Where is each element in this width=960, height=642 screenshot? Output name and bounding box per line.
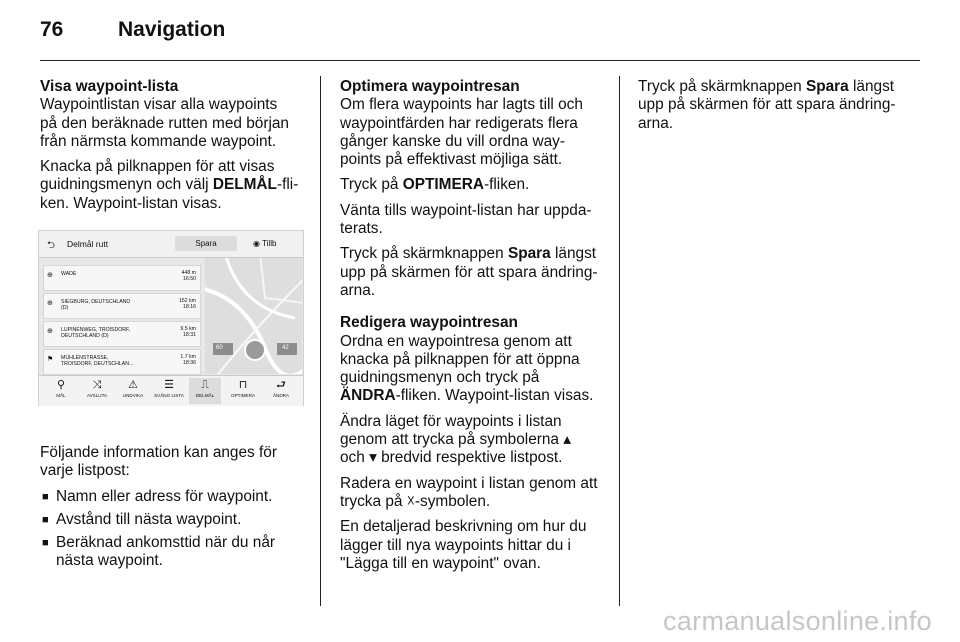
map-label: 42 <box>282 345 289 351</box>
text-line: arna. <box>638 114 674 132</box>
bold-term: OPTIMERA <box>402 176 484 194</box>
optimize-icon: ⊓ <box>238 379 248 391</box>
save-button[interactable]: Spara <box>175 236 237 251</box>
bold-term: DELMÅL <box>212 176 277 194</box>
back-arrow-icon[interactable]: ⮌ <box>47 240 56 251</box>
column-3 <box>638 78 918 140</box>
screen-top-bar <box>39 231 303 258</box>
avoid-icon: ⚠ <box>128 379 138 391</box>
paragraph <box>40 96 310 151</box>
text-line: på den beräknade rutten med början <box>40 114 289 132</box>
list-item <box>40 488 310 506</box>
back-button[interactable] <box>253 239 276 248</box>
section-heading-edit: Redigera waypointresan <box>340 314 518 332</box>
waypoint-eta: 18:36 <box>183 360 196 366</box>
waypoint-distance: 448 m <box>181 270 196 276</box>
text-line: Radera en waypoint i listan genom att <box>340 474 598 492</box>
map-label: 60 <box>216 345 223 351</box>
list-item <box>40 534 310 571</box>
text-line: varje listpost: <box>40 462 130 480</box>
bullet-text: Beräknad ankomsttid när du når <box>56 534 276 552</box>
tab-label: AVSLUTA <box>86 393 108 398</box>
waypoint-icon: ⊕ <box>47 328 53 335</box>
screen-tab-bar <box>39 375 303 406</box>
tab-label: DELMÅL <box>195 393 215 398</box>
text-line: ken. Waypoint-listan visas. <box>40 194 222 212</box>
list-item[interactable] <box>43 349 201 375</box>
paragraph <box>40 158 310 213</box>
text-line: Knacka på pilknappen för att visas <box>40 158 275 176</box>
waypoint-icon: ⊕ <box>47 272 53 279</box>
text-line: och ▾ bredvid respektive listpost. <box>340 449 563 467</box>
text-line: upp på skärmen för att spara ändring- <box>340 263 598 281</box>
bold-term: Spara <box>507 245 551 263</box>
watermark-text: carmanualsonline.info <box>663 606 932 636</box>
waypoint-route-icon: ⎍ <box>201 379 209 391</box>
text-line: Följande information kan anges för <box>40 444 277 461</box>
list-item[interactable] <box>43 265 201 291</box>
waypoint-name: SIEGBURG, DEUTSCHLAND <box>61 299 131 305</box>
text-line: från närmsta kommande waypoint. <box>40 132 277 150</box>
text-line: Vänta tills waypoint-listan har uppda- <box>340 201 592 219</box>
waypoint-name: LUPINENWEG, TROISDORF, <box>61 327 131 333</box>
waypoint-name: WADE <box>61 271 77 277</box>
text-line: waypointfärden har redigerats flera <box>340 114 578 132</box>
tab-label: UNDVIKA <box>122 393 144 398</box>
page-title: Navigation <box>118 18 226 41</box>
text-line: points på effektivast möjliga sätt. <box>340 151 563 169</box>
tab-label: SVÅNG LISTA <box>154 393 184 398</box>
paragraph <box>340 475 612 512</box>
text-line: En detaljerad beskrivning om hur du <box>340 518 587 536</box>
header-rule <box>40 60 920 61</box>
paragraph <box>340 96 612 169</box>
waypoint-eta: 18:16 <box>183 304 196 310</box>
route-cancel-icon: ⤨ <box>92 379 102 391</box>
text-line: genom att trycka på symbolerna ▴ <box>340 431 571 449</box>
bullet-text: nästa waypoint. <box>56 552 163 570</box>
back-label: Tillb <box>262 239 277 248</box>
waypoint-name: MÜHLENSTRASSE, <box>61 355 109 361</box>
screen-title: Delmål rutt <box>67 239 109 249</box>
tab-label: OPTIMERA <box>231 393 255 398</box>
paragraph <box>340 245 612 300</box>
waypoint-distance: 1.7 km <box>180 354 196 360</box>
text-line: lägger till nya waypoints hittar du i <box>340 536 571 554</box>
text-line: "Lägga till en waypoint" ovan. <box>340 554 541 572</box>
page-number: 76 <box>40 18 64 41</box>
column-divider-1 <box>320 76 321 606</box>
map-roads <box>205 258 302 374</box>
text-line: guidningsmenyn och välj <box>40 176 213 194</box>
text-line: Waypointlistan visar alla waypoints <box>40 96 278 114</box>
section-heading-waypoint-list: Visa waypoint-lista <box>40 78 179 95</box>
paragraph <box>340 176 612 194</box>
tab-turn-list[interactable] <box>153 378 185 404</box>
waypoint-eta: 18:31 <box>183 332 196 338</box>
bold-term: Spara <box>805 78 849 95</box>
column-1-lower <box>40 444 310 576</box>
text-line: längst <box>550 245 597 263</box>
text-line: Tryck på skärmknappen <box>638 78 806 95</box>
magnifier-icon: ⚲ <box>56 379 66 391</box>
paragraph <box>340 413 612 468</box>
text-line: guidningsmenyn och tryck på <box>340 369 540 387</box>
bold-term: ÄNDRA <box>340 387 396 405</box>
tab-optimize[interactable] <box>227 378 259 404</box>
bullet-list <box>40 488 310 571</box>
text-line: trycka på ☓-symbolen. <box>340 492 491 510</box>
waypoint-name-line2: TROISDORF, DEUTSCHLAN... <box>61 361 134 367</box>
text-line: längst <box>848 78 895 95</box>
paragraph <box>638 78 918 133</box>
bullet-text: Namn eller adress för waypoint. <box>56 487 273 505</box>
waypoint-list-screenshot <box>38 230 304 406</box>
list-item <box>40 511 310 529</box>
waypoint-eta: 16:50 <box>183 276 196 282</box>
text-line: Om flera waypoints har lagts till och <box>340 96 583 114</box>
paragraph <box>340 518 612 573</box>
destination-flag-icon: ⚑ <box>47 356 54 363</box>
page-header <box>40 18 920 60</box>
paragraph <box>340 333 612 406</box>
list-icon: ☰ <box>164 379 174 391</box>
text-line: terats. <box>340 220 383 238</box>
text-line: Ordna en waypointresa genom att <box>340 332 572 350</box>
tab-cancel[interactable] <box>81 378 113 404</box>
paragraph <box>40 444 310 481</box>
back-circle-icon: ◉ <box>253 239 263 248</box>
list-item[interactable] <box>43 293 201 319</box>
text-line: knacka på pilknappen för att öppna <box>340 350 580 368</box>
waypoint-distance: 9.5 km <box>180 326 196 332</box>
text-line: -fli- <box>276 176 299 194</box>
paragraph <box>340 202 612 239</box>
section-heading-optimize: Optimera waypointresan <box>340 78 520 95</box>
tab-waypoints[interactable] <box>189 378 221 404</box>
column-divider-2 <box>619 76 620 606</box>
tab-label: ÄNDRA <box>272 393 290 398</box>
text-line: arna. <box>340 281 376 299</box>
text-line: Ändra läget för waypoints i listan <box>340 412 562 430</box>
text-line: Tryck på skärmknappen <box>340 245 508 263</box>
text-line: upp på skärmen för att spara ändring- <box>638 96 896 114</box>
waypoint-icon: ⊕ <box>47 300 53 307</box>
map-view[interactable] <box>205 258 302 374</box>
tab-label: MÅL <box>56 393 66 398</box>
tab-avoid[interactable] <box>117 378 149 404</box>
column-2 <box>340 78 612 580</box>
text-line: -fliken. Waypoint-listan visas. <box>395 387 594 405</box>
waypoint-list <box>43 265 201 368</box>
tab-destination[interactable] <box>45 378 77 404</box>
list-item[interactable] <box>43 321 201 347</box>
text-line: gånger kanske du vill ordna way- <box>340 132 565 150</box>
waypoint-name-line2: DEUTSCHLAND (D) <box>61 333 109 339</box>
waypoint-name-line2: (D) <box>61 305 69 311</box>
tab-edit[interactable] <box>265 378 297 404</box>
bullet-text: Avstånd till nästa waypoint. <box>56 510 242 528</box>
text-line: Tryck på <box>340 176 403 194</box>
column-1 <box>40 78 310 220</box>
text-line: -fliken. <box>483 176 530 194</box>
waypoint-distance: 152 km <box>178 298 196 304</box>
edit-route-icon: ⮐ <box>276 379 286 391</box>
